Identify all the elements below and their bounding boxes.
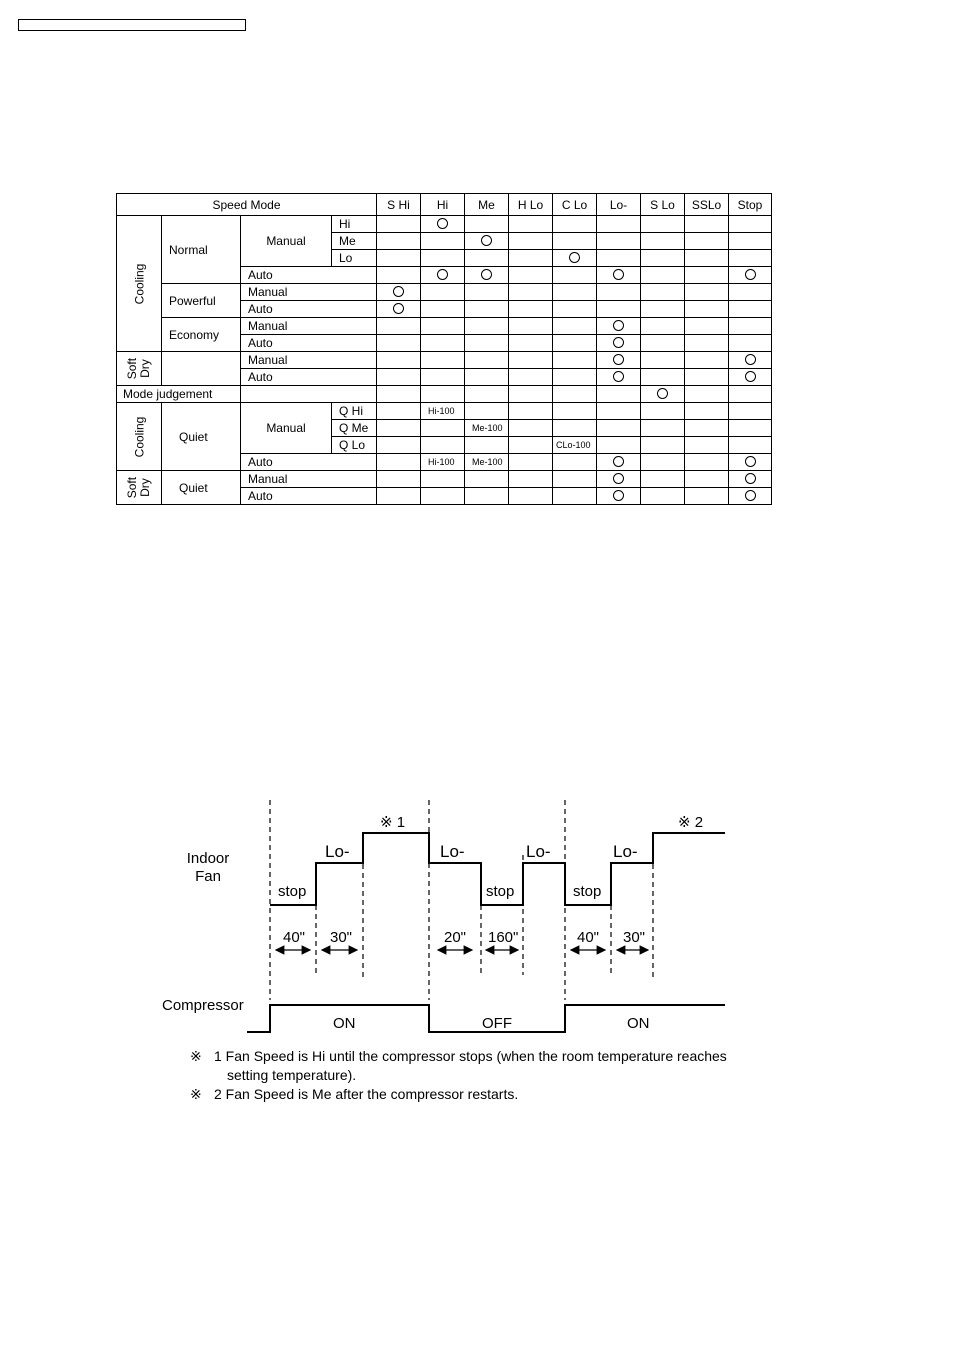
circle-mark — [745, 490, 756, 501]
note-1 — [190, 1047, 727, 1066]
row-label-manual: Manual — [241, 352, 377, 369]
note-2-text: 2 Fan Speed is Me after the compressor restarts. — [214, 1086, 519, 1102]
row-group-soft-dry-quiet: Soft Dry — [117, 471, 162, 505]
row-group-cooling: Cooling — [117, 216, 162, 352]
row-label-auto: Auto — [241, 488, 377, 505]
row-group-soft-dry: Soft Dry — [117, 352, 162, 386]
col-header-stop: Stop — [729, 194, 772, 216]
circle-mark — [613, 490, 624, 501]
duration-label: 20" — [444, 929, 467, 946]
value-me-100: Me-100 — [465, 454, 509, 471]
lo-minus-label: Lo- — [526, 842, 551, 861]
note-mark-1: ※ 1 — [380, 814, 406, 831]
stop-label: stop — [278, 883, 307, 900]
row-label-quiet: Quiet — [162, 403, 241, 471]
table-row — [117, 216, 772, 233]
col-header-speed-mode: Speed Mode — [117, 194, 377, 216]
row-label-economy: Economy — [162, 318, 241, 352]
fan-speed-table — [116, 193, 772, 505]
table-row — [117, 284, 772, 301]
duration-label: 30" — [623, 929, 646, 946]
compressor-on-label: ON — [627, 1015, 650, 1032]
row-label-manual: Manual — [241, 403, 332, 454]
table-row — [117, 386, 772, 403]
circle-mark — [613, 320, 624, 331]
col-header-clo: C Lo — [553, 194, 597, 216]
col-header-me: Me — [465, 194, 509, 216]
stop-label: stop — [486, 883, 515, 900]
circle-mark — [437, 218, 448, 229]
note-mark: ※ — [190, 1048, 202, 1064]
compressor-label: Compressor — [162, 997, 244, 1014]
row-label-auto: Auto — [241, 267, 377, 284]
lo-minus-label: Lo- — [325, 842, 350, 861]
note-1-line-1: 1 Fan Speed is Hi until the compressor stops (when the room temperature reaches — [214, 1048, 727, 1064]
value-me-100: Me-100 — [465, 420, 509, 437]
value-hi-100: Hi-100 — [421, 454, 465, 471]
row-label-qlo: Q Lo — [332, 437, 377, 454]
stop-label: stop — [573, 883, 602, 900]
circle-mark — [393, 286, 404, 297]
row-label-manual: Manual — [241, 216, 332, 267]
circle-mark — [437, 269, 448, 280]
diagram-notes — [190, 1047, 727, 1104]
row-label-auto: Auto — [241, 335, 377, 352]
row-label-auto: Auto — [241, 301, 377, 318]
indoor-fan-label-line2: Fan — [195, 868, 221, 885]
value-clo-100: CLo-100 — [553, 437, 597, 454]
circle-mark — [613, 371, 624, 382]
row-label-auto: Auto — [241, 369, 377, 386]
fan-timing-diagram — [150, 795, 770, 1040]
row-label-mode-judgement: Mode judgement — [117, 386, 241, 403]
col-header-slo: S Lo — [641, 194, 685, 216]
row-label-qhi: Q Hi — [332, 403, 377, 420]
circle-mark — [745, 354, 756, 365]
table-row — [117, 403, 772, 420]
row-label-auto: Auto — [241, 454, 377, 471]
indoor-fan-label-line1: Indoor — [186, 850, 230, 867]
table-header-row — [117, 194, 772, 216]
circle-mark — [613, 354, 624, 365]
note-mark-2: ※ 2 — [678, 814, 704, 831]
col-header-sslo: SSLo — [685, 194, 729, 216]
row-label-normal: Normal — [162, 216, 241, 284]
circle-mark — [745, 371, 756, 382]
circle-mark — [613, 269, 624, 280]
table-row — [117, 471, 772, 488]
table-row — [117, 352, 772, 369]
compressor-off-label: OFF — [482, 1015, 512, 1032]
row-label-manual: Manual — [241, 318, 377, 335]
duration-label: 30" — [330, 929, 353, 946]
duration-label: 160" — [488, 929, 519, 946]
row-label-quiet: Quiet — [162, 471, 241, 505]
circle-mark — [657, 388, 668, 399]
row-label-powerful: Powerful — [162, 284, 241, 318]
duration-label: 40" — [577, 929, 600, 946]
circle-mark — [393, 303, 404, 314]
circle-mark — [481, 269, 492, 280]
row-label-manual: Manual — [241, 284, 377, 301]
value-hi-100: Hi-100 — [421, 403, 465, 420]
note-2 — [190, 1085, 727, 1104]
duration-label: 40" — [283, 929, 306, 946]
lo-minus-label: Lo- — [613, 842, 638, 861]
row-label-hi: Hi — [332, 216, 377, 233]
circle-mark — [745, 473, 756, 484]
table-row — [117, 318, 772, 335]
header-box — [18, 19, 246, 31]
circle-mark — [613, 473, 624, 484]
row-label-lo: Lo — [332, 250, 377, 267]
col-header-shi: S Hi — [377, 194, 421, 216]
circle-mark — [613, 456, 624, 467]
circle-mark — [569, 252, 580, 263]
row-label-manual: Manual — [241, 471, 377, 488]
col-header-hlo: H Lo — [509, 194, 553, 216]
note-mark: ※ — [190, 1086, 202, 1102]
circle-mark — [613, 337, 624, 348]
row-label-me: Me — [332, 233, 377, 250]
lo-minus-label: Lo- — [440, 842, 465, 861]
circle-mark — [745, 269, 756, 280]
compressor-on-label: ON — [333, 1015, 356, 1032]
row-group-cooling-quiet: Cooling — [117, 403, 162, 471]
note-1-line-2: setting temperature). — [227, 1067, 357, 1083]
col-header-lo-minus: Lo- — [597, 194, 641, 216]
circle-mark — [745, 456, 756, 467]
row-label-qme: Q Me — [332, 420, 377, 437]
col-header-hi: Hi — [421, 194, 465, 216]
circle-mark — [481, 235, 492, 246]
